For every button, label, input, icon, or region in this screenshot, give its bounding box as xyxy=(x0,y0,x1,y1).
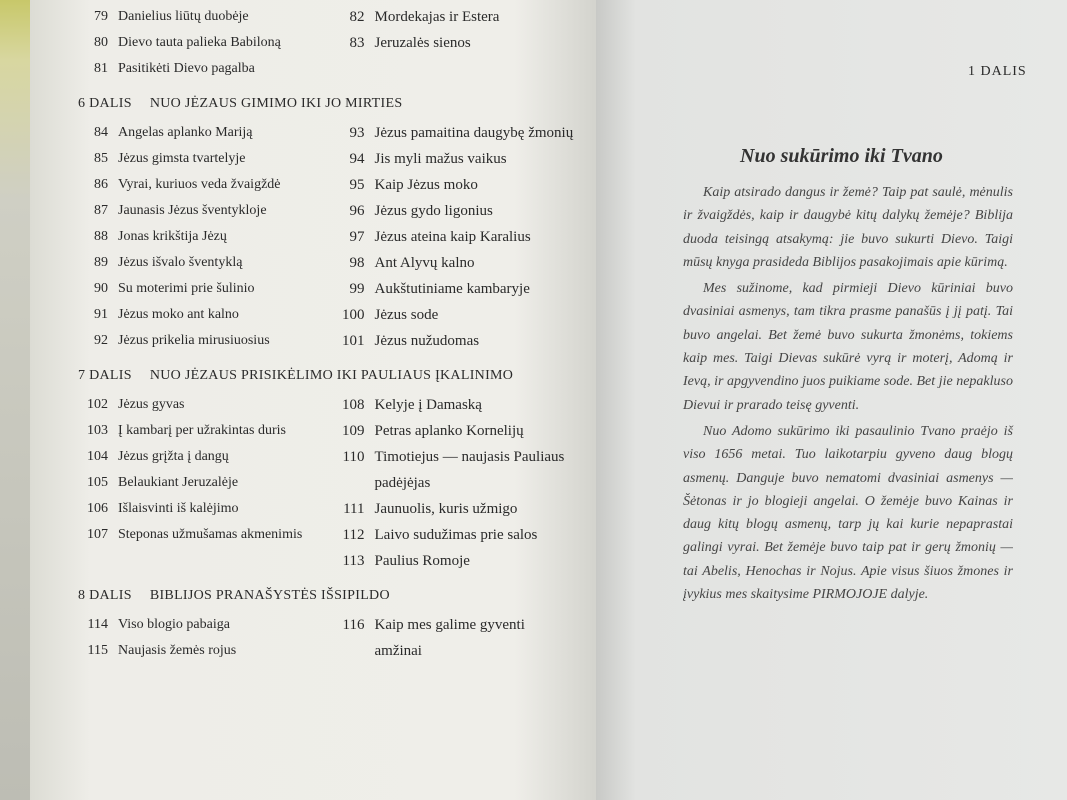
toc-entry xyxy=(331,522,576,548)
entry-number: 91 xyxy=(94,307,108,322)
entry-title: Jėzus moko ant kalno xyxy=(118,307,239,322)
entry-title: Jonas krikštija Jėzų xyxy=(118,229,227,244)
entry-title: Danielius liūtų duobėje xyxy=(118,9,249,24)
entry-title: Jėzus išvalo šventyklą xyxy=(118,255,243,270)
toc-entry xyxy=(78,470,323,496)
entry-title: Kelyje į Damaską xyxy=(374,397,482,413)
toc-entry xyxy=(78,4,323,30)
entry-number: 106 xyxy=(87,501,108,516)
entry-title: Kaip Jėzus moko xyxy=(374,177,478,193)
chapter-title: Nuo sukūrimo iki Tvano xyxy=(740,145,943,167)
toc-entry xyxy=(78,522,323,548)
part-number: 8 DALIS xyxy=(78,588,132,603)
entry-title: Viso blogio pabaiga xyxy=(118,617,230,632)
entry-title: Jėzus gyvas xyxy=(118,397,185,412)
entry-number: 110 xyxy=(342,449,365,465)
toc-entry xyxy=(78,418,323,444)
entry-title: Angelas aplanko Mariją xyxy=(118,125,253,140)
entry-title: Steponas užmušamas akmenimis xyxy=(118,527,303,542)
entry-number: 114 xyxy=(87,617,108,632)
toc-entry xyxy=(78,146,323,172)
toc-block xyxy=(78,612,583,664)
entry-title: Jėzus pamaitina daugybę žmonių xyxy=(374,125,574,141)
toc-left-column xyxy=(78,4,331,82)
toc-entry xyxy=(78,198,323,224)
entry-title: Jėzus ateina kaip Karalius xyxy=(374,229,531,245)
toc-entry xyxy=(331,444,576,496)
part-label: 1 DALIS xyxy=(968,64,1027,79)
toc-left-column xyxy=(78,392,331,574)
entry-number: 93 xyxy=(349,125,365,141)
chapter-body xyxy=(683,181,1013,609)
entry-number: 98 xyxy=(349,255,365,271)
entry-title: Jėzus sode xyxy=(374,307,439,323)
entry-title: Ant Alyvų kalno xyxy=(374,255,475,271)
toc-entry xyxy=(331,250,576,276)
part-number: 6 DALIS xyxy=(78,96,132,111)
toc-entry xyxy=(331,612,576,664)
entry-number: 100 xyxy=(342,307,365,323)
entry-title: Jeruzalės sienos xyxy=(374,35,471,51)
entry-number: 79 xyxy=(94,9,108,24)
toc-entry xyxy=(331,392,576,418)
entry-title: Jėzus prikelia mirusiuosius xyxy=(118,333,270,348)
toc-entry xyxy=(331,276,576,302)
table-of-contents xyxy=(78,4,583,674)
toc-entry xyxy=(331,146,576,172)
entry-title: Vyrai, kuriuos veda žvaigždė xyxy=(118,177,281,192)
entry-number: 104 xyxy=(87,449,108,464)
part-heading xyxy=(78,92,583,116)
toc-entry xyxy=(331,548,576,574)
part-number: 7 DALIS xyxy=(78,368,132,383)
entry-title: Timotiejus — naujasis Pauliaus padėjėjas xyxy=(374,449,565,491)
entry-title: Jaunasis Jėzus šventykloje xyxy=(118,203,267,218)
entry-number: 80 xyxy=(94,35,108,50)
entry-number: 116 xyxy=(342,617,365,633)
toc-entry xyxy=(331,328,576,354)
entry-title: Naujasis žemės rojus xyxy=(118,643,237,658)
toc-entry xyxy=(78,120,323,146)
entry-title: Aukštutiniame kambaryje xyxy=(374,281,530,297)
entry-number: 82 xyxy=(349,9,365,25)
toc-entry xyxy=(78,496,323,522)
entry-number: 83 xyxy=(349,35,365,51)
toc-entry xyxy=(78,444,323,470)
toc-entry xyxy=(78,612,323,638)
part-title: BIBLIJOS PRANAŠYSTĖS IŠSIPILDO xyxy=(149,588,390,603)
toc-entry xyxy=(331,4,576,30)
entry-number: 95 xyxy=(349,177,365,193)
toc-entry xyxy=(78,638,323,664)
toc-entry xyxy=(331,496,576,522)
toc-right-column xyxy=(331,120,584,354)
entry-number: 94 xyxy=(349,151,365,167)
toc-left-column xyxy=(78,120,331,354)
entry-title: Laivo sudužimas prie salos xyxy=(374,527,538,543)
entry-number: 89 xyxy=(94,255,108,270)
toc-entry xyxy=(78,302,323,328)
entry-number: 109 xyxy=(342,423,365,439)
entry-number: 92 xyxy=(94,333,108,348)
toc-block xyxy=(78,4,583,82)
entry-number: 99 xyxy=(349,281,365,297)
toc-left-column xyxy=(78,612,331,664)
toc-entry xyxy=(78,328,323,354)
entry-number: 113 xyxy=(342,553,365,569)
entry-number: 88 xyxy=(94,229,108,244)
entry-title: Mordekajas ir Estera xyxy=(374,9,500,25)
part-heading xyxy=(78,584,583,608)
paragraph: Nuo Adomo sukūrimo iki pasaulinio Tvano praėjo iš viso 1656 metai. Tuo laikotarpiu gyveno daug blogų asmenų. Danguje buvo nematomi dvasiniai asmenys — Šėtonas ir jo blogieji angelai. O žemėje buvo Kainas ir daug kitų blogų asmenų, tarp jų kai kurie nepaprastai galingi vyrai. Bet žemėje buvo taip pat ir gerų žmonių — tai Abelis, Henochas ir Nojus. Apie visus šiuos žmones ir įvykius mes skaitysime PIRMOJOJE dalyje. xyxy=(683,423,1013,603)
entry-title: Paulius Romoje xyxy=(374,553,470,569)
toc-entry xyxy=(331,418,576,444)
entry-number: 112 xyxy=(342,527,365,543)
toc-entry xyxy=(78,224,323,250)
toc-right-column xyxy=(331,392,584,574)
entry-title: Jėzus gydo ligonius xyxy=(374,203,493,219)
entry-number: 107 xyxy=(87,527,108,542)
part-title: NUO JĖZAUS PRISIKĖLIMO IKI PAULIAUS ĮKALINIMO xyxy=(149,368,514,383)
toc-entry xyxy=(331,30,576,56)
toc-entry xyxy=(331,224,576,250)
entry-title: Kaip mes galime gyventi amžinai xyxy=(374,617,525,659)
entry-number: 97 xyxy=(349,229,365,245)
entry-title: Petras aplanko Kornelijų xyxy=(374,423,524,439)
entry-title: Jis myli mažus vaikus xyxy=(374,151,507,167)
entry-number: 90 xyxy=(94,281,108,296)
toc-entry xyxy=(331,198,576,224)
toc-entry xyxy=(78,250,323,276)
toc-right-column xyxy=(331,4,584,82)
entry-number: 103 xyxy=(87,423,108,438)
entry-number: 102 xyxy=(87,397,108,412)
entry-title: Išlaisvinti iš kalėjimo xyxy=(118,501,239,516)
entry-title: Jėzus grįžta į dangų xyxy=(118,449,229,464)
toc-entry xyxy=(78,172,323,198)
entry-number: 85 xyxy=(94,151,108,166)
entry-number: 96 xyxy=(349,203,365,219)
entry-number: 111 xyxy=(343,501,365,517)
toc-block xyxy=(78,392,583,574)
entry-title: Jėzus nužudomas xyxy=(374,333,480,349)
toc-block xyxy=(78,120,583,354)
part-heading xyxy=(78,364,583,388)
entry-title: Dievo tauta palieka Babiloną xyxy=(118,35,281,50)
part-title: NUO JĖZAUS GIMIMO IKI JO MIRTIES xyxy=(149,96,403,111)
toc-entry xyxy=(78,392,323,418)
toc-entry xyxy=(78,30,323,56)
entry-title: Jaunuolis, kuris užmigo xyxy=(374,501,518,517)
toc-entry xyxy=(78,56,323,82)
toc-right-column xyxy=(331,612,584,664)
entry-title: Su moterimi prie šulinio xyxy=(118,281,255,296)
toc-entry xyxy=(331,302,576,328)
entry-title: Jėzus gimsta tvartelyje xyxy=(118,151,246,166)
toc-entry xyxy=(331,120,576,146)
toc-entry xyxy=(331,172,576,198)
toc-entry xyxy=(78,276,323,302)
entry-number: 84 xyxy=(94,125,108,140)
entry-number: 115 xyxy=(87,643,108,658)
entry-title: Į kambarį per užrakintas duris xyxy=(118,423,286,438)
entry-number: 108 xyxy=(342,397,365,413)
entry-number: 81 xyxy=(94,61,108,76)
entry-number: 101 xyxy=(342,333,365,349)
entry-number: 105 xyxy=(87,475,108,490)
entry-title: Belaukiant Jeruzalėje xyxy=(118,475,239,490)
entry-title: Pasitikėti Dievo pagalba xyxy=(118,61,255,76)
entry-number: 87 xyxy=(94,203,108,218)
paragraph: Mes sužinome, kad pirmieji Dievo kūriniai buvo dvasiniai asmenys, tam tikra prasme panašūs į jį patį. Tai buvo angelai. Bet žemė buvo sukurta žmonėms, tokiems kaip mes. Taigi Dievas sukūrė vyrą ir moterį, Adomą ir Ievą, ir apgyvendino juos puikiame sode. Bet jie nepakluso Dievui ir prarado teisę gyventi. xyxy=(683,281,1013,413)
paragraph: Kaip atsirado dangus ir žemė? Taip pat saulė, mėnulis ir žvaigždės, kaip ir daugybė kitų dalykų žemėje? Biblija duoda teisingą atsakymą: jie buvo sukurti Dievo. Taigi mūsų knyga prasideda Biblijos pasakojimais apie kūrimą. xyxy=(683,185,1013,270)
entry-number: 86 xyxy=(94,177,108,192)
